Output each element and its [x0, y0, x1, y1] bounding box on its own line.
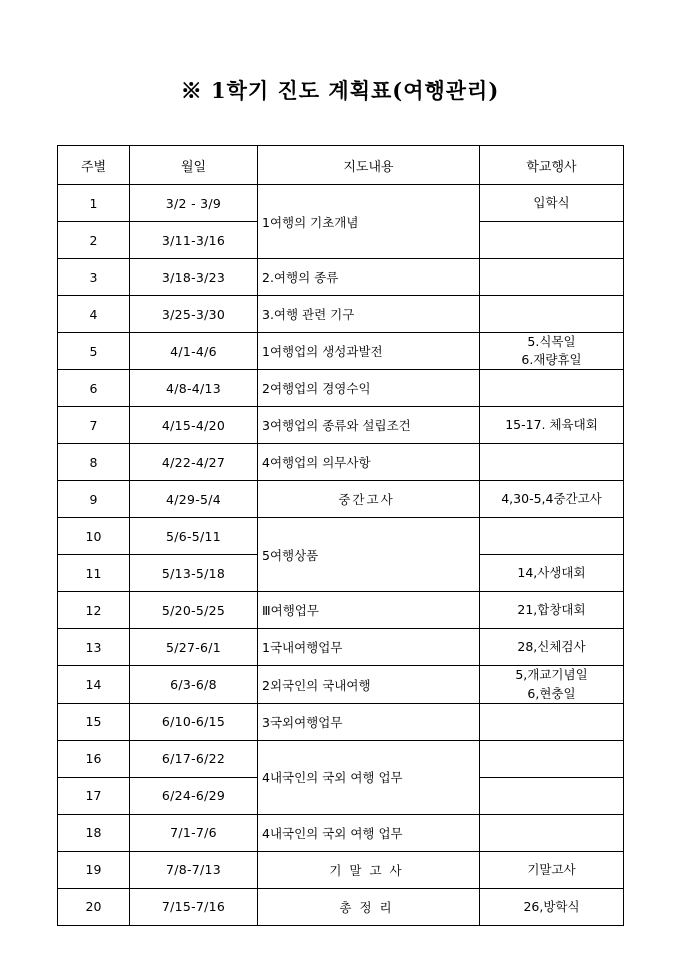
cell-week: 1 [58, 185, 130, 222]
schedule-table [57, 145, 624, 926]
column-header-content: 지도내용 [258, 146, 480, 185]
table-row [58, 851, 624, 888]
cell-event [480, 333, 624, 370]
cell-date: 6/17-6/22 [130, 740, 258, 777]
cell-event [480, 259, 624, 296]
cell-event [480, 777, 624, 814]
cell-week: 4 [58, 296, 130, 333]
cell-date: 7/15-7/16 [130, 888, 258, 925]
cell-date: 4/29-5/4 [130, 481, 258, 518]
column-header-date: 월일 [130, 146, 258, 185]
cell-week: 13 [58, 629, 130, 666]
schedule-table-container [0, 145, 680, 926]
page-title: ※ 1학기 진도 계획표(여행관리) [180, 78, 500, 103]
cell-event: 21,합창대회 [480, 592, 624, 629]
cell-date: 3/18-3/23 [130, 259, 258, 296]
cell-date: 4/8-4/13 [130, 370, 258, 407]
cell-week: 17 [58, 777, 130, 814]
cell-content: 3.여행 관련 기구 [258, 296, 480, 333]
cell-week: 19 [58, 851, 130, 888]
cell-content: Ⅲ여행업무 [258, 592, 480, 629]
cell-week: 6 [58, 370, 130, 407]
cell-week: 18 [58, 814, 130, 851]
cell-content: 총 정 리 [258, 888, 480, 925]
cell-week: 5 [58, 333, 130, 370]
table-row [58, 518, 624, 555]
table-header-row [58, 146, 624, 185]
cell-date: 3/25-3/30 [130, 296, 258, 333]
cell-event: 입학식 [480, 185, 624, 222]
table-row [58, 259, 624, 296]
cell-week: 9 [58, 481, 130, 518]
cell-event [480, 444, 624, 481]
cell-date: 7/1-7/6 [130, 814, 258, 851]
table-row [58, 444, 624, 481]
table-row [58, 740, 624, 777]
table-row [58, 185, 624, 222]
table-head [58, 146, 624, 185]
cell-date: 3/11-3/16 [130, 222, 258, 259]
cell-event: 26,방학식 [480, 888, 624, 925]
event-line: 5.식목일 [527, 334, 576, 350]
table-row [58, 814, 624, 851]
cell-week: 11 [58, 555, 130, 592]
cell-content: 1여행업의 생성과발전 [258, 333, 480, 370]
table-row [58, 592, 624, 629]
event-lines [484, 666, 619, 702]
cell-week: 16 [58, 740, 130, 777]
cell-content: 2외국인의 국내여행 [258, 666, 480, 703]
cell-event [480, 740, 624, 777]
cell-date: 4/1-4/6 [130, 333, 258, 370]
cell-event: 4,30-5,4중간고사 [480, 481, 624, 518]
cell-event [480, 370, 624, 407]
column-header-event: 학교행사 [480, 146, 624, 185]
cell-week: 8 [58, 444, 130, 481]
cell-content: 2.여행의 종류 [258, 259, 480, 296]
cell-event: 14,사생대회 [480, 555, 624, 592]
cell-date: 6/24-6/29 [130, 777, 258, 814]
cell-week: 10 [58, 518, 130, 555]
cell-content: 중간고사 [258, 481, 480, 518]
cell-content: 3여행업의 종류와 설립조건 [258, 407, 480, 444]
cell-date: 5/6-5/11 [130, 518, 258, 555]
table-row [58, 703, 624, 740]
table-row [58, 481, 624, 518]
cell-week: 15 [58, 703, 130, 740]
cell-content: 1여행의 기초개념 [258, 185, 480, 259]
cell-event [480, 222, 624, 259]
cell-week: 3 [58, 259, 130, 296]
cell-content: 4여행업의 의무사항 [258, 444, 480, 481]
cell-week: 14 [58, 666, 130, 703]
cell-event: 15-17. 체육대회 [480, 407, 624, 444]
event-lines [484, 333, 619, 369]
cell-event: 기말고사 [480, 851, 624, 888]
cell-date: 5/20-5/25 [130, 592, 258, 629]
table-body [58, 185, 624, 926]
cell-content: 1국내여행업무 [258, 629, 480, 666]
cell-event [480, 703, 624, 740]
cell-date: 5/13-5/18 [130, 555, 258, 592]
cell-content: 2여행업의 경영수익 [258, 370, 480, 407]
cell-event [480, 814, 624, 851]
event-line: 6,현충일 [527, 685, 576, 701]
table-row [58, 666, 624, 703]
table-row [58, 333, 624, 370]
cell-content: 3국외여행업무 [258, 703, 480, 740]
cell-content: 기 말 고 사 [258, 851, 480, 888]
cell-week: 12 [58, 592, 130, 629]
table-row [58, 370, 624, 407]
cell-date: 7/8-7/13 [130, 851, 258, 888]
table-row [58, 888, 624, 925]
cell-week: 20 [58, 888, 130, 925]
cell-date: 5/27-6/1 [130, 629, 258, 666]
cell-event [480, 296, 624, 333]
cell-content: 4내국인의 국외 여행 업무 [258, 814, 480, 851]
cell-event [480, 666, 624, 703]
cell-date: 6/3-6/8 [130, 666, 258, 703]
event-line: 5,개교기념일 [515, 667, 588, 683]
cell-week: 7 [58, 407, 130, 444]
cell-date: 4/15-4/20 [130, 407, 258, 444]
table-row [58, 407, 624, 444]
table-row [58, 296, 624, 333]
cell-date: 4/22-4/27 [130, 444, 258, 481]
table-row [58, 629, 624, 666]
cell-date: 3/2 - 3/9 [130, 185, 258, 222]
column-header-week: 주별 [58, 146, 130, 185]
cell-week: 2 [58, 222, 130, 259]
cell-content: 4내국인의 국외 여행 업무 [258, 740, 480, 814]
cell-event [480, 518, 624, 555]
cell-date: 6/10-6/15 [130, 703, 258, 740]
cell-event: 28,신체검사 [480, 629, 624, 666]
event-line: 6.재량휴일 [521, 352, 582, 368]
cell-content: 5여행상품 [258, 518, 480, 592]
